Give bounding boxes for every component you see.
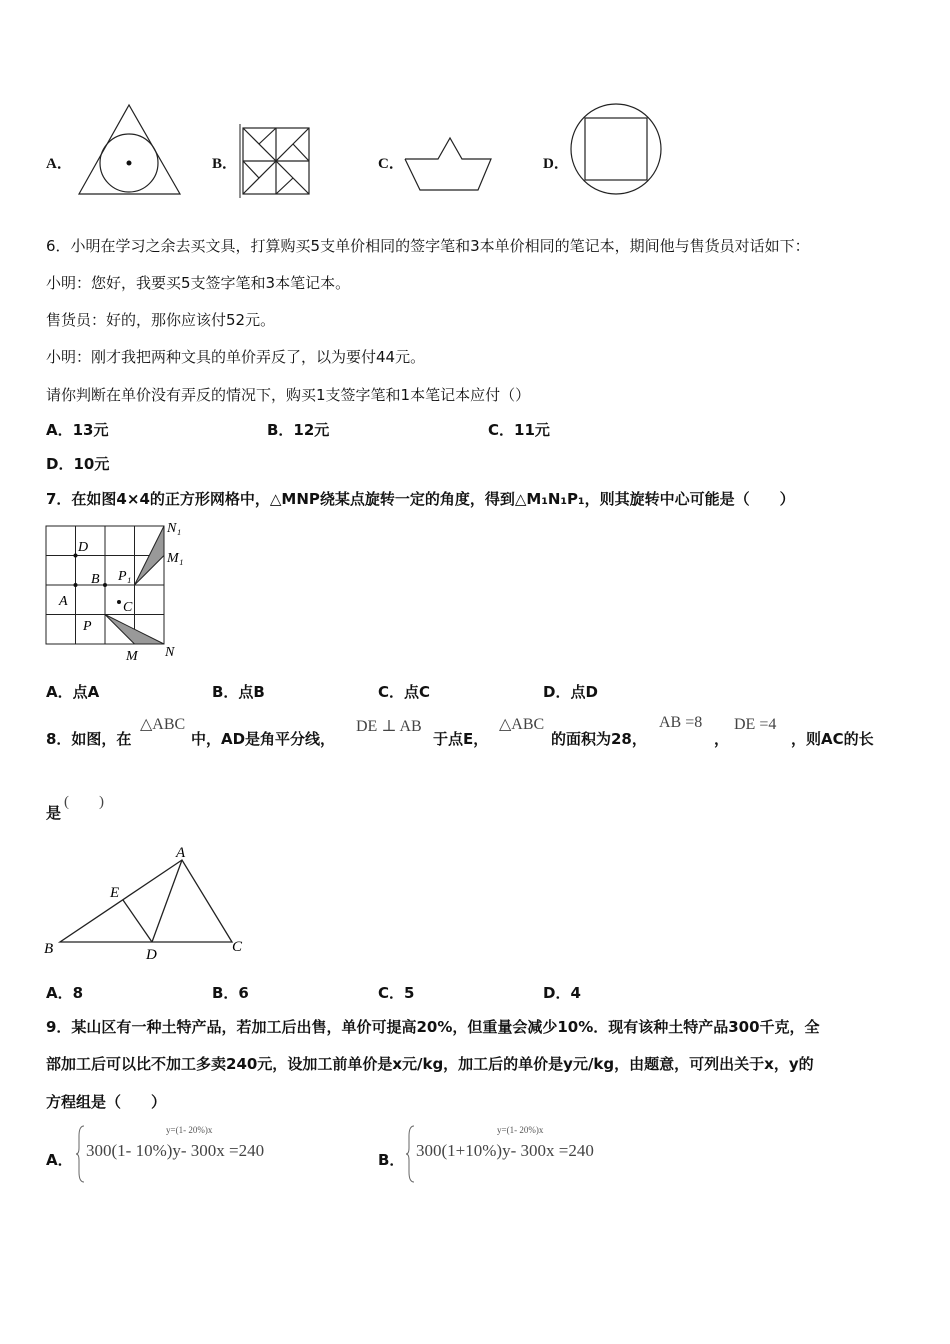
q5-option-c-label[interactable]: C． bbox=[378, 156, 404, 172]
q9-option-a-brace bbox=[76, 1124, 86, 1184]
q8-stem-part-4: 的面积为28， bbox=[551, 730, 647, 748]
q6-question: 请你判断在单价没有弄反的情况下，购买1支签字笔和1本笔记本应付（） bbox=[46, 386, 531, 404]
q5-figure-c-boat bbox=[402, 134, 494, 194]
q5-option-d-label[interactable]: D． bbox=[543, 156, 569, 172]
q6-option-b[interactable]: B．12元 bbox=[267, 421, 330, 439]
q8-stem-part-1: 8．如图，在 bbox=[46, 730, 132, 748]
q8-label-c: C bbox=[232, 939, 243, 955]
q7-option-b[interactable]: B．点B bbox=[212, 683, 265, 701]
q8-comma: ， bbox=[714, 730, 730, 748]
q6-option-c[interactable]: C．11元 bbox=[488, 421, 550, 439]
q5-figure-b-pinwheel bbox=[238, 124, 314, 198]
q5-option-a-label[interactable]: A． bbox=[46, 156, 72, 172]
q8-label-e: E bbox=[110, 885, 120, 901]
q6-dialog-line-2: 售货员：好的，那你应该付52元。 bbox=[46, 311, 276, 329]
q8-math-triangle-abc-2: △ABC bbox=[499, 716, 545, 733]
q7-option-a[interactable]: A．点A bbox=[46, 683, 100, 701]
q7-label-n: N bbox=[165, 645, 175, 660]
q7-label-a: A bbox=[59, 594, 68, 609]
q8-label-d: D bbox=[146, 947, 157, 963]
q7-label-n1: N₁ bbox=[167, 521, 182, 536]
q9-option-b-brace bbox=[406, 1124, 416, 1184]
q7-option-c[interactable]: C．点C bbox=[378, 683, 431, 701]
q6-dialog-line-3: 小明：刚才我把两种文具的单价弄反了，以为要付44元。 bbox=[46, 348, 426, 366]
q9-option-a-label[interactable]: A． bbox=[46, 1151, 73, 1169]
q8-triangle-figure bbox=[40, 840, 250, 966]
q8-label-b: B bbox=[44, 941, 54, 957]
q9-stem-line-2: 部加工后可以比不加工多卖240元，设加工前单价是x元/kg，加工后的单价是y元/kg，由题意，可列出关于x，y的 bbox=[46, 1055, 814, 1073]
q8-option-b[interactable]: B．6 bbox=[212, 984, 249, 1002]
q5-option-b-label[interactable]: B． bbox=[212, 156, 238, 172]
q9-stem-line-3: 方程组是（ ） bbox=[46, 1093, 167, 1111]
q7-label-c: C bbox=[123, 600, 133, 615]
q6-option-d[interactable]: D．10元 bbox=[46, 455, 110, 473]
q9-option-b-top-eq: y=(1- 20%)x bbox=[497, 1125, 544, 1135]
q6-option-a[interactable]: A．13元 bbox=[46, 421, 109, 439]
q6-dialog-line-1: 小明：您好，我要买5支签字笔和3本笔记本。 bbox=[46, 274, 351, 292]
q9-option-a-top-eq: y=(1- 20%)x bbox=[166, 1125, 213, 1135]
q9-option-b-label[interactable]: B． bbox=[378, 1151, 405, 1169]
q7-label-m1: M₁ bbox=[167, 551, 184, 566]
q8-stem-part-6: 是 bbox=[46, 804, 62, 822]
q7-label-m: M bbox=[126, 649, 138, 664]
q8-stem-part-5: ，则AC的长 bbox=[791, 730, 874, 748]
q8-answer-paren: ( ) bbox=[64, 794, 104, 810]
q7-label-p1: P₁ bbox=[118, 569, 132, 584]
q7-option-d[interactable]: D．点D bbox=[543, 683, 598, 701]
q8-option-c[interactable]: C．5 bbox=[378, 984, 415, 1002]
q7-label-d: D bbox=[78, 540, 89, 555]
q8-math-de-eq-4: DE =4 bbox=[734, 716, 777, 733]
q5-figure-d-square-in-circle bbox=[568, 102, 664, 196]
q8-option-d[interactable]: D．4 bbox=[543, 984, 581, 1002]
q8-stem-part-3: 于点E， bbox=[433, 730, 489, 748]
q7-grid-figure bbox=[40, 516, 200, 666]
q8-stem-part-2: 中，AD是角平分线， bbox=[191, 730, 336, 748]
q6-stem: 6．小明在学习之余去买文具，打算购买5支单价相同的签字笔和3本单价相同的笔记本，期间他与售货员对话如下： bbox=[46, 237, 810, 255]
q7-stem: 7．在如图4×4的正方形网格中，△MNP绕某点旋转一定的角度，得到△M₁N₁P₁，则其旋转中心可能是（ ） bbox=[46, 490, 795, 508]
q7-label-p: P bbox=[83, 619, 92, 634]
q8-math-ab-eq-8: AB =8 bbox=[659, 714, 703, 731]
q8-label-a: A bbox=[176, 845, 186, 861]
q7-label-b: B bbox=[91, 572, 100, 587]
q8-math-de-perp-ab: DE ⊥ AB bbox=[356, 718, 422, 735]
q8-math-triangle-abc-1: △ABC bbox=[140, 716, 186, 733]
q5-figure-a-triangle-circle bbox=[76, 102, 186, 198]
q9-stem-line-1: 9．某山区有一种土特产品，若加工后出售，单价可提高20%，但重量会减少10%．现有该种土特产品300千克，全 bbox=[46, 1018, 820, 1036]
q9-option-b-bottom-eq: 300(1+10%)y- 300x =240 bbox=[416, 1141, 594, 1160]
q9-option-a-bottom-eq: 300(1- 10%)y- 300x =240 bbox=[86, 1141, 265, 1160]
q8-option-a[interactable]: A．8 bbox=[46, 984, 84, 1002]
